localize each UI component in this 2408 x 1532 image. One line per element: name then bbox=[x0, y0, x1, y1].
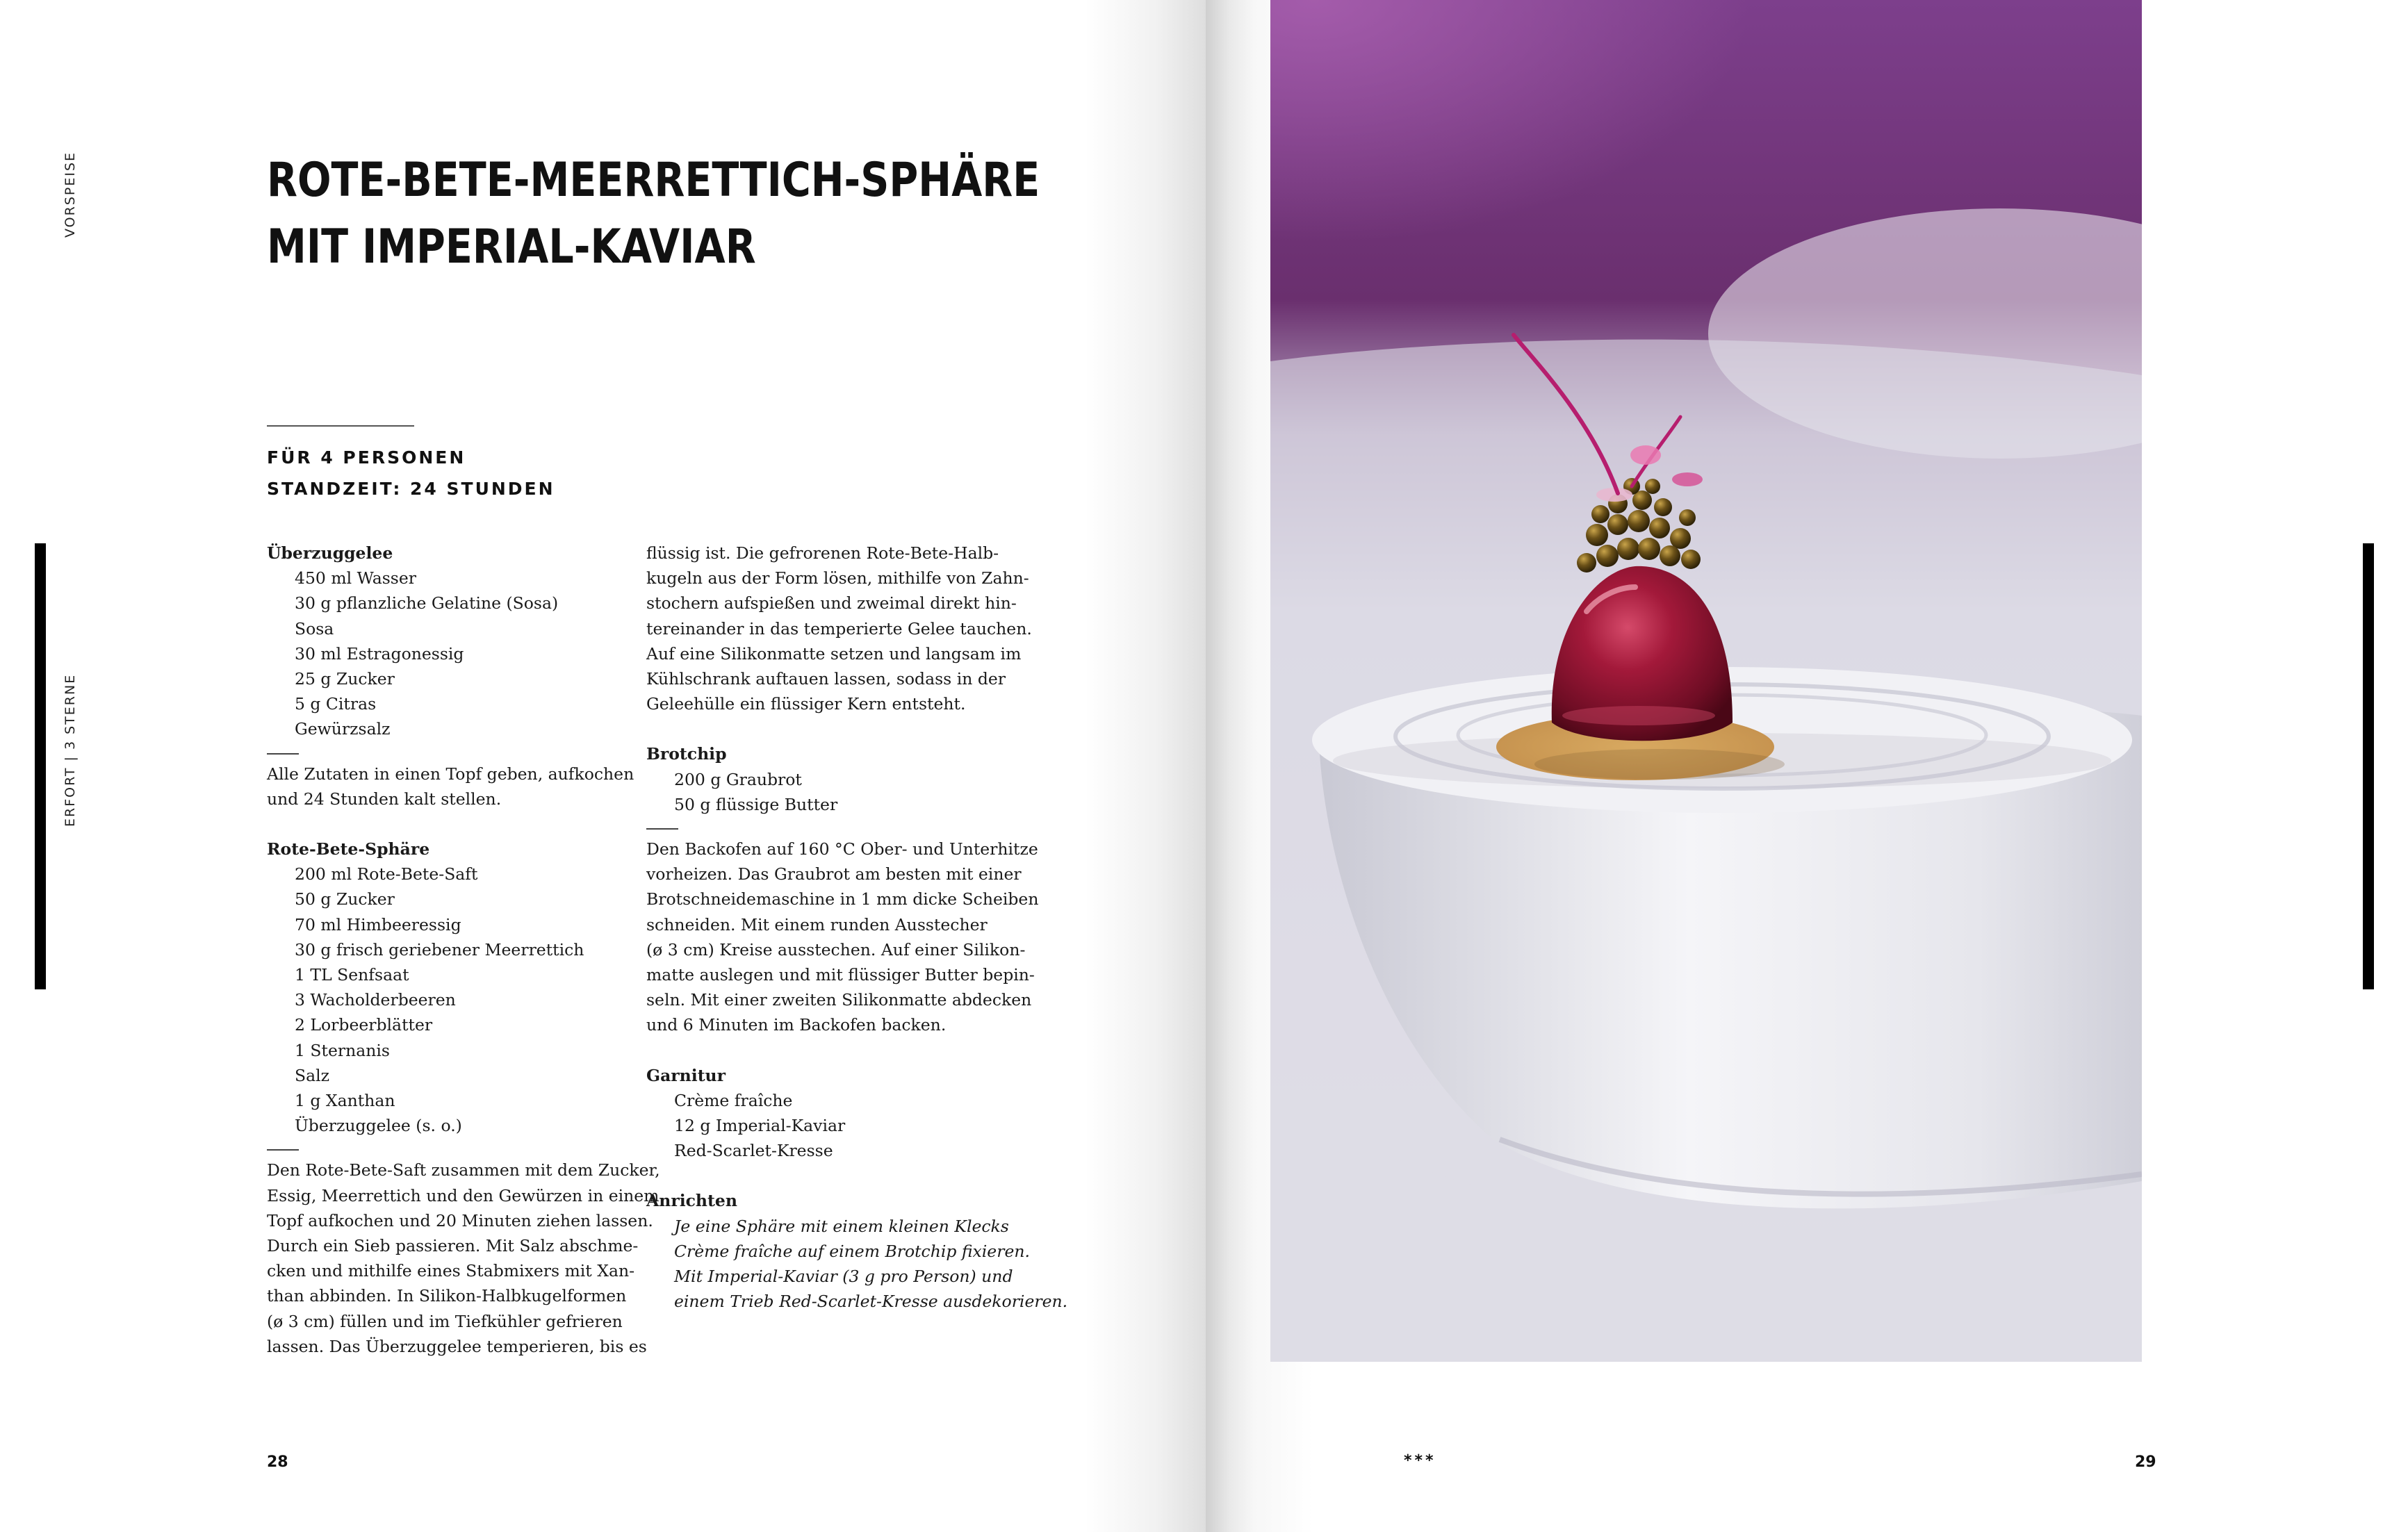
ingredient: 5 g Citras bbox=[295, 694, 377, 714]
instruction-line: Essig, Meerrettich und den Gewürzen in einem bbox=[267, 1185, 660, 1205]
instruction-line: Kühlschrank auftauen lassen, sodass in der bbox=[646, 669, 1006, 689]
instruction-line: (ø 3 cm) Kreise ausstechen. Auf einer Silikon- bbox=[646, 939, 1026, 959]
recipe-column-1 bbox=[267, 541, 660, 1359]
ingredient: 50 g Zucker bbox=[295, 889, 395, 909]
instruction-line: und 24 Stunden kalt stellen. bbox=[267, 789, 502, 809]
instruction-line: (ø 3 cm) füllen und im Tiefkühler gefrieren bbox=[267, 1311, 623, 1331]
chapter-marker-bar bbox=[35, 543, 46, 989]
section-heading-ueberzuggelee: Überzuggelee bbox=[267, 543, 393, 563]
section-dash bbox=[646, 828, 678, 830]
recipe-column-2 bbox=[646, 541, 1068, 1314]
instruction-line: und 6 Minuten im Backofen backen. bbox=[646, 1015, 947, 1035]
instruction-line: Mit Imperial-Kaviar (3 g pro Person) und bbox=[674, 1267, 1013, 1287]
instruction-line: Auf eine Silikonmatte setzen und langsam im bbox=[646, 643, 1022, 664]
title-divider bbox=[267, 425, 414, 427]
instruction-line: schneiden. Mit einem runden Ausstecher bbox=[646, 914, 988, 934]
ingredient: 200 g Graubrot bbox=[674, 769, 802, 789]
ingredient: 450 ml Wasser bbox=[295, 568, 416, 588]
recipe-title bbox=[267, 147, 1040, 281]
instruction-line: kugeln aus der Form lösen, mithilfe von Zahn- bbox=[646, 568, 1029, 588]
section-heading-anrichten: Anrichten bbox=[646, 1191, 737, 1211]
stars-ornament: *** bbox=[1404, 1452, 1436, 1469]
ingredient: Salz bbox=[295, 1065, 330, 1085]
section-heading-garnitur: Garnitur bbox=[646, 1065, 726, 1085]
ingredient: 2 Lorbeerblätter bbox=[295, 1015, 433, 1035]
section-dash bbox=[267, 753, 299, 755]
title-line-2: MIT IMPERIAL-KAVIAR bbox=[267, 220, 756, 274]
page-number-left: 28 bbox=[267, 1453, 288, 1471]
instruction-line: Brotschneidemaschine in 1 mm dicke Scheiben bbox=[646, 889, 1039, 909]
instruction-line: seln. Mit einer zweiten Silikonmatte abdecken bbox=[646, 990, 1032, 1010]
ingredient: Crème fraîche bbox=[674, 1090, 793, 1110]
instruction-line: tereinander in das temperierte Gelee tauchen. bbox=[646, 618, 1032, 639]
servings: FÜR 4 PERSONEN bbox=[267, 447, 466, 468]
instruction-line: Den Rote-Bete-Saft zusammen mit dem Zucker, bbox=[267, 1160, 660, 1180]
ingredient: 12 g Imperial-Kaviar bbox=[674, 1116, 846, 1136]
rest-time: STANDZEIT: 24 STUNDEN bbox=[267, 479, 555, 499]
ingredient: 30 g frisch geriebener Meerrettich bbox=[295, 939, 584, 959]
instruction-line: stochern aufspießen und zweimal direkt hin- bbox=[646, 593, 1017, 613]
instruction-line: matte auslegen und mit flüssiger Butter bepin- bbox=[646, 965, 1035, 985]
ingredient: Überzuggelee (s. o.) bbox=[295, 1116, 462, 1136]
instruction-line: cken und mithilfe eines Stabmixers mit Xan- bbox=[267, 1261, 635, 1281]
ingredient: 200 ml Rote-Bete-Saft bbox=[295, 864, 478, 884]
instruction-line: Je eine Sphäre mit einem kleinen Klecks bbox=[674, 1216, 1009, 1236]
ingredient: 30 ml Estragonessig bbox=[295, 643, 464, 664]
ingredient: Red-Scarlet-Kresse bbox=[674, 1141, 833, 1161]
section-heading-sphaere: Rote-Bete-Sphäre bbox=[267, 839, 430, 859]
section-heading-brotchip: Brotchip bbox=[646, 744, 727, 764]
instruction-line: einem Trieb Red-Scarlet-Kresse ausdekorieren. bbox=[674, 1292, 1068, 1312]
instruction-line: than abbinden. In Silikon-Halbkugelformen bbox=[267, 1286, 627, 1306]
instruction-line: Topf aufkochen und 20 Minuten ziehen lassen. bbox=[267, 1210, 653, 1230]
ingredient: 50 g flüssige Butter bbox=[674, 794, 838, 814]
instruction-line: lassen. Das Überzuggelee temperieren, bis es bbox=[267, 1336, 647, 1356]
instruction-line: flüssig ist. Die gefrorenen Rote-Bete-Halb- bbox=[646, 543, 999, 563]
instruction-line: Den Backofen auf 160 °C Ober- und Unterhitze bbox=[646, 839, 1038, 859]
instruction-line: Durch ein Sieb passieren. Mit Salz abschme- bbox=[267, 1236, 639, 1256]
ingredient: 70 ml Himbeeressig bbox=[295, 914, 461, 934]
ingredient: 1 Sternanis bbox=[295, 1040, 390, 1060]
ingredient: 30 g pflanzliche Gelatine (Sosa) bbox=[295, 593, 559, 613]
section-label: VORSPEISE bbox=[63, 151, 78, 238]
ingredient: Sosa bbox=[295, 618, 334, 639]
ingredient: Gewürzsalz bbox=[295, 719, 391, 739]
ingredient: 1 TL Senfsaat bbox=[295, 965, 409, 985]
instruction-line: Alle Zutaten in einen Topf geben, aufkochen bbox=[267, 764, 634, 784]
ingredient: 25 g Zucker bbox=[295, 669, 395, 689]
title-line-1: ROTE-BETE-MEERRETTICH-SPHÄRE bbox=[267, 153, 1040, 208]
instruction-line: Crème fraîche auf einem Brotchip fixieren. bbox=[674, 1241, 1030, 1261]
chapter-label: ERFORT | 3 STERNE bbox=[63, 673, 78, 827]
section-dash bbox=[267, 1149, 299, 1151]
ingredient: 1 g Xanthan bbox=[295, 1091, 395, 1111]
instruction-line: vorheizen. Das Graubrot am besten mit einer bbox=[646, 864, 1022, 884]
dish-photo bbox=[1270, 0, 2142, 1362]
page-number-right: 29 bbox=[2135, 1453, 2156, 1471]
chapter-marker-bar-right bbox=[2363, 543, 2374, 989]
ingredient: 3 Wacholderbeeren bbox=[295, 990, 456, 1010]
instruction-line: Geleehülle ein flüssiger Kern entsteht. bbox=[646, 694, 966, 714]
